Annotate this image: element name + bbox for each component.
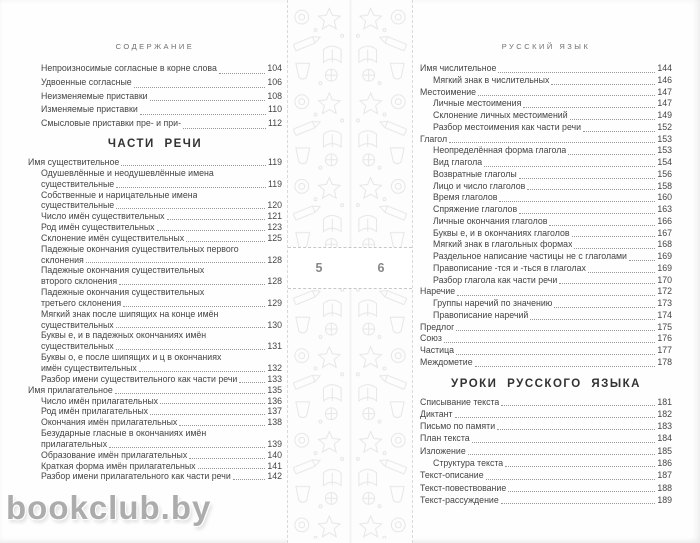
right-page-running-header: РУССКИЙ ЯЗЫК [501, 42, 591, 51]
toc-entry-page-number: 130 [267, 319, 282, 330]
toc-entry-line [420, 239, 672, 251]
toc-entry-page-number: 177 [657, 345, 672, 355]
toc-entry-line [28, 244, 282, 255]
toc-entry-title: Краткая форма имён прилагательных [41, 460, 196, 471]
dot-leader [183, 128, 266, 129]
toc-entry-line [28, 428, 282, 439]
toc-entry-title: Падежные окончания существительных [41, 265, 205, 276]
toc-entry-title: Списывание текста [420, 396, 500, 407]
dot-leader [519, 178, 656, 179]
toc-entry-line [420, 482, 672, 494]
toc-entry-line [420, 145, 672, 157]
dot-leader [499, 201, 655, 202]
toc-entry-title: Разбор местоимения как части речи [433, 121, 582, 132]
toc-entry-line [28, 461, 282, 472]
dot-leader [497, 429, 655, 430]
section-heading-parts-of-speech: ЧАСТИ РЕЧИ [107, 137, 203, 150]
dot-leader [456, 354, 655, 355]
toc-entry-title: Правописание наречий [433, 309, 529, 320]
toc-entry-title: Вид глагола [433, 157, 483, 167]
dot-leader [554, 307, 655, 308]
toc-main-list-left [28, 157, 282, 482]
dot-leader [233, 479, 266, 480]
toc-entry-line [420, 275, 672, 287]
toc-entry-line [28, 352, 282, 363]
dot-leader [508, 491, 655, 492]
toc-lessons-list [420, 396, 672, 507]
dot-leader [121, 165, 266, 166]
page-number-left: 5 [315, 261, 323, 275]
page-number-right: 6 [377, 261, 385, 275]
left-page-running-header: СОДЕРЖАНИЕ [115, 42, 195, 51]
toc-entry-line [28, 265, 282, 276]
dot-leader [484, 166, 655, 167]
dot-leader [629, 260, 655, 261]
toc-entry-title: существительных [41, 319, 114, 330]
toc-entry-line [420, 333, 672, 345]
dot-leader [478, 95, 655, 96]
toc-entry-page-number: 135 [267, 384, 282, 395]
dot-leader [568, 154, 655, 155]
toc-entry-title: Окончания имён прилагательных [41, 417, 178, 428]
left-page [0, 0, 287, 543]
dot-leader [219, 73, 265, 74]
toc-entry-line [28, 385, 282, 396]
toc-entry-page-number: 110 [267, 104, 282, 115]
toc-entry-page-number: 128 [267, 276, 282, 287]
toc-entry-page-number: 153 [657, 145, 672, 156]
right-page-content [420, 0, 672, 506]
dot-leader [119, 284, 265, 285]
toc-entry-page-number: 169 [657, 251, 672, 261]
dot-leader [116, 327, 266, 328]
toc-entry-title: Неизменяемые приставки [41, 90, 148, 101]
toc-entry-page-number: 147 [657, 98, 672, 109]
toc-entry-title: Непроизносимые согласные в корне слова [41, 63, 217, 73]
toc-entry-line [28, 374, 282, 385]
toc-entry-page-number: 186 [657, 457, 672, 468]
toc-entry-line [420, 169, 672, 181]
dot-leader [501, 405, 655, 406]
toc-entry-page-number: 140 [267, 449, 282, 460]
toc-entry-page-number: 184 [657, 433, 672, 444]
dot-leader [530, 319, 655, 320]
toc-entry-line [28, 76, 282, 90]
toc-entry-line [420, 469, 672, 481]
toc-entry-page-number: 123 [267, 222, 282, 233]
toc-entry-page-number: 144 [657, 63, 672, 73]
toc-entry-line [420, 216, 672, 228]
dot-leader [140, 114, 266, 115]
toc-entry-title: Личные окончания глаголов [433, 215, 548, 226]
toc-entry-title: Раздельное написание частицы не с глаголами [433, 251, 627, 261]
dot-leader [455, 417, 656, 418]
book-gutter-strip [287, 0, 413, 543]
toc-entry-title: прилагательных [41, 438, 108, 449]
toc-entry-page-number: 170 [657, 274, 672, 285]
toc-entry-title: Мягкий знак в глагольных формах [433, 239, 573, 250]
toc-entry-title: Мягкий знак после шипящих на конце имён [41, 308, 219, 319]
toc-entry-page-number: 168 [657, 239, 672, 250]
dot-leader [456, 330, 655, 331]
toc-entry-title: Текст-описание [420, 470, 484, 481]
toc-entry-page-number: 128 [267, 254, 282, 265]
dot-leader [86, 262, 266, 263]
toc-entry-page-number: 167 [657, 227, 672, 238]
toc-entry-title: Собственные и нарицательные имена [41, 189, 198, 200]
dot-leader [551, 84, 655, 85]
toc-entry-line [28, 363, 282, 374]
toc-entry-title: Союз [420, 333, 442, 344]
toc-entry-title: Возвратные глаголы [433, 168, 517, 179]
toc-entry-line [28, 471, 282, 482]
toc-entry-page-number: 173 [657, 298, 672, 308]
dot-leader [116, 208, 265, 209]
toc-entry-line [28, 276, 282, 287]
toc-entry-line [420, 345, 672, 357]
toc-entry-page-number: 182 [657, 408, 672, 419]
toc-entry-line [28, 190, 282, 201]
toc-entry-line [420, 457, 672, 469]
toc-entry-page-number: 174 [657, 309, 672, 320]
toc-entry-line [28, 255, 282, 266]
dot-leader [498, 72, 655, 73]
toc-entry-title: Диктант [420, 408, 453, 419]
dot-leader [139, 371, 265, 372]
toc-entry-page-number: 156 [657, 168, 672, 179]
toc-entry-page-number: 154 [657, 157, 672, 167]
dot-leader [527, 189, 655, 190]
toc-entry-line [420, 228, 672, 240]
toc-entry-line [420, 122, 672, 134]
toc-entry-page-number: 181 [657, 396, 672, 407]
toc-entry-line [420, 192, 672, 204]
toc-entry-title: Предлог [420, 321, 455, 332]
dot-leader [519, 213, 655, 214]
toc-entry-title: Число имён существительных [41, 211, 165, 222]
dot-leader [167, 219, 266, 220]
toc-entry-line [420, 432, 672, 444]
toc-entry-line [28, 406, 282, 417]
dot-leader [179, 425, 265, 426]
toc-entry-page-number: 138 [267, 417, 282, 428]
toc-entry-line [28, 320, 282, 331]
right-page [413, 0, 700, 543]
toc-entry-line [28, 309, 282, 320]
toc-entry-line [420, 263, 672, 275]
toc-entry-page-number: 120 [267, 200, 282, 211]
toc-entry-title: существительные [41, 200, 115, 211]
toc-entry-line [28, 103, 282, 117]
toc-entry-page-number: 142 [267, 471, 282, 482]
dot-leader [150, 100, 266, 101]
toc-entry-line [420, 63, 672, 75]
toc-entry-title: Падежные окончания существительных [41, 287, 205, 298]
toc-entry-line [420, 445, 672, 457]
dot-leader [189, 458, 265, 459]
toc-entry-title: Группы наречий по значению [433, 298, 553, 308]
toc-entry-title: Междометие [420, 356, 473, 367]
dot-leader [239, 382, 265, 383]
toc-entry-line [420, 408, 672, 420]
toc-entry-page-number: 176 [657, 333, 672, 344]
toc-entry-title: Падежные окончания существительных первого [41, 243, 239, 254]
toc-entry-title: Род имён прилагательных [41, 406, 149, 417]
toc-entry-line [420, 494, 672, 506]
toc-entry-page-number: 178 [657, 356, 672, 367]
toc-entry-page-number: 175 [657, 321, 672, 332]
dot-leader [523, 107, 655, 108]
toc-entry-page-number: 183 [657, 421, 672, 432]
toc-entry-title: Разбор имени существительного как части речи [41, 373, 238, 384]
toc-entry-page-number: 108 [267, 90, 282, 101]
toc-intro-list [28, 62, 282, 131]
toc-entry-title: Имя прилагательное [28, 384, 113, 395]
toc-entry-page-number: 132 [267, 363, 282, 374]
toc-entry-page-number: 129 [267, 297, 282, 308]
dot-leader [570, 119, 656, 120]
toc-entry-line [420, 204, 672, 216]
toc-entry-title: Буквы е, и в падежных окончаниях имён [41, 330, 207, 341]
toc-entry-page-number: 187 [657, 470, 672, 481]
toc-entry-line [420, 98, 672, 110]
watermark-bookclub: bookclub.by [6, 489, 212, 526]
dot-leader [501, 503, 656, 504]
toc-entry-page-number: 158 [657, 180, 672, 191]
toc-entry-page-number: 189 [657, 494, 672, 505]
toc-entry-line [28, 211, 282, 222]
toc-entry-line [28, 233, 282, 244]
dot-leader [157, 230, 266, 231]
toc-entry-line [28, 62, 282, 76]
toc-entry-line [28, 179, 282, 190]
toc-entry-line [28, 341, 282, 352]
toc-entry-page-number: 185 [657, 445, 672, 456]
dot-leader [115, 393, 266, 394]
toc-entry-line [420, 110, 672, 122]
toc-entry-line [28, 90, 282, 104]
toc-entry-line [28, 222, 282, 233]
dot-leader [444, 342, 655, 343]
toc-entry-line [420, 157, 672, 169]
toc-entry-title: Текст-повествование [420, 482, 507, 493]
toc-entry-line [28, 396, 282, 407]
toc-entry-page-number: 169 [657, 262, 672, 273]
toc-entry-line [28, 200, 282, 211]
toc-entry-title: Личные местоимения [433, 98, 522, 109]
toc-entry-page-number: 172 [657, 286, 672, 297]
toc-entry-title: Разбор глагола как части речи [433, 274, 558, 285]
toc-entry-line [420, 298, 672, 310]
dot-leader [457, 295, 655, 296]
toc-entry-line [28, 287, 282, 298]
toc-entry-page-number: 125 [267, 232, 282, 243]
dot-leader [198, 468, 266, 469]
toc-entry-title: Спряжение глаголов [433, 204, 518, 214]
toc-entry-page-number: 106 [267, 76, 282, 87]
toc-entry-page-number: 121 [267, 211, 282, 222]
toc-entry-title: третьего склонения [41, 297, 122, 308]
dot-leader [134, 87, 266, 88]
toc-entry-title: Одушевлённые и неодушевлённые имена [41, 167, 214, 178]
toc-entry-line [28, 157, 282, 168]
section-heading-russian-lessons: УРОКИ РУССКОГО ЯЗЫКА [451, 377, 641, 390]
toc-entry-page-number: 131 [267, 341, 282, 352]
toc-entry-title: Изложение [420, 445, 466, 456]
toc-entry-page-number: 163 [657, 204, 672, 214]
dot-leader [486, 479, 656, 480]
toc-entry-line [420, 251, 672, 263]
left-page-content [28, 0, 282, 482]
toc-entry-line [420, 181, 672, 193]
toc-entry-page-number: 112 [267, 118, 282, 129]
toc-entry-title: имён существительных [41, 363, 137, 374]
toc-entry-title: Местоимение [420, 86, 477, 97]
toc-entry-title: склонения [41, 254, 84, 265]
toc-entry-title: Имя существительное [28, 156, 120, 167]
toc-entry-page-number: 104 [267, 63, 282, 73]
toc-entry-line [28, 168, 282, 179]
toc-entry-title: Изменяемые приставки [41, 104, 138, 115]
dot-leader [475, 366, 656, 367]
toc-main-list-right [420, 63, 672, 369]
dot-leader [109, 447, 265, 448]
dot-leader [160, 403, 265, 404]
toc-entry-line [28, 330, 282, 341]
toc-entry-line [28, 298, 282, 309]
dot-leader [186, 241, 265, 242]
toc-entry-title: Имя числительное [420, 63, 497, 73]
toc-entry-page-number: 139 [267, 438, 282, 449]
dot-leader [549, 225, 655, 226]
toc-entry-page-number: 133 [267, 373, 282, 384]
toc-entry-line [28, 117, 282, 131]
toc-entry-title: Письмо по памяти [420, 421, 496, 432]
toc-entry-title: Частица [420, 345, 455, 355]
toc-entry-page-number: 119 [267, 156, 282, 167]
toc-entry-title: Буквы е, и в окончаниях глаголов [433, 227, 570, 238]
dot-leader [505, 466, 655, 467]
toc-entry-title: Глагол [420, 133, 448, 144]
toc-entry-title: Безударные гласные в окончаниях имён [41, 428, 207, 439]
toc-entry-title: Наречие [420, 286, 456, 297]
toc-entry-line [420, 396, 672, 408]
toc-entry-page-number: 141 [267, 460, 282, 471]
toc-entry-title: Склонение имён существительных [41, 232, 185, 243]
toc-entry-page-number: 166 [657, 215, 672, 226]
page-number-band [288, 247, 412, 289]
dot-leader [472, 442, 656, 443]
toc-entry-title: Правописание -тся и -ться в глаголах [433, 262, 586, 273]
toc-entry-title: второго склонения [41, 276, 118, 287]
dot-leader [123, 306, 265, 307]
toc-entry-page-number: 147 [657, 86, 672, 97]
toc-entry-title: План текста [420, 433, 470, 444]
toc-entry-page-number: 119 [267, 178, 282, 189]
toc-entry-line [420, 75, 672, 87]
dot-leader [559, 283, 655, 284]
toc-entry-title: Число имён прилагательных [41, 395, 159, 406]
toc-entry-title: Удвоенные согласные [41, 76, 132, 87]
toc-entry-title: Структура текста [433, 457, 504, 468]
toc-entry-line [420, 420, 672, 432]
toc-entry-line [28, 439, 282, 450]
dot-leader [468, 454, 656, 455]
toc-entry-title: Смысловые приставки пре- и при- [41, 118, 182, 129]
toc-entry-title: Лицо и число глаголов [433, 180, 526, 191]
toc-entry-line [420, 322, 672, 334]
dot-leader [449, 142, 655, 143]
toc-entry-line [420, 310, 672, 322]
dot-leader [572, 236, 656, 237]
toc-entry-page-number: 152 [657, 121, 672, 132]
toc-entry-line [420, 357, 672, 369]
toc-entry-title: Образование имён прилагательных [41, 449, 188, 460]
toc-entry-page-number: 188 [657, 482, 672, 493]
toc-entry-title: существительных [41, 341, 114, 352]
toc-entry-title: Текст-рассуждение [420, 494, 499, 505]
toc-entry-title: Неопределённая форма глагола [433, 145, 567, 156]
toc-entry-title: существительные [41, 178, 115, 189]
dot-leader [116, 349, 266, 350]
dot-leader [116, 187, 266, 188]
toc-entry-line [420, 286, 672, 298]
toc-entry-line [28, 450, 282, 461]
toc-entry-page-number: 136 [267, 395, 282, 406]
toc-entry-page-number: 160 [657, 192, 672, 203]
toc-entry-title: Время глаголов [433, 192, 498, 203]
toc-entry-line [420, 134, 672, 146]
toc-entry-title: Мягкий знак в числительных [433, 74, 550, 85]
dot-leader [588, 272, 655, 273]
toc-entry-title: Род имён существительных [41, 222, 155, 233]
toc-entry-line [420, 87, 672, 99]
toc-entry-page-number: 153 [657, 133, 672, 144]
toc-entry-title: Буквы о, е после шипящих и ц в окончаниях [41, 352, 222, 363]
dot-leader [150, 414, 265, 415]
dot-leader [583, 131, 655, 132]
toc-entry-title: Склонение личных местоимений [433, 110, 568, 120]
toc-entry-page-number: 137 [267, 406, 282, 417]
toc-entry-page-number: 146 [657, 74, 672, 85]
toc-entry-page-number: 149 [657, 110, 672, 120]
toc-entry-title: Разбор имени прилагательного как части речи [41, 471, 231, 482]
toc-entry-line [28, 417, 282, 428]
dot-leader [574, 248, 655, 249]
